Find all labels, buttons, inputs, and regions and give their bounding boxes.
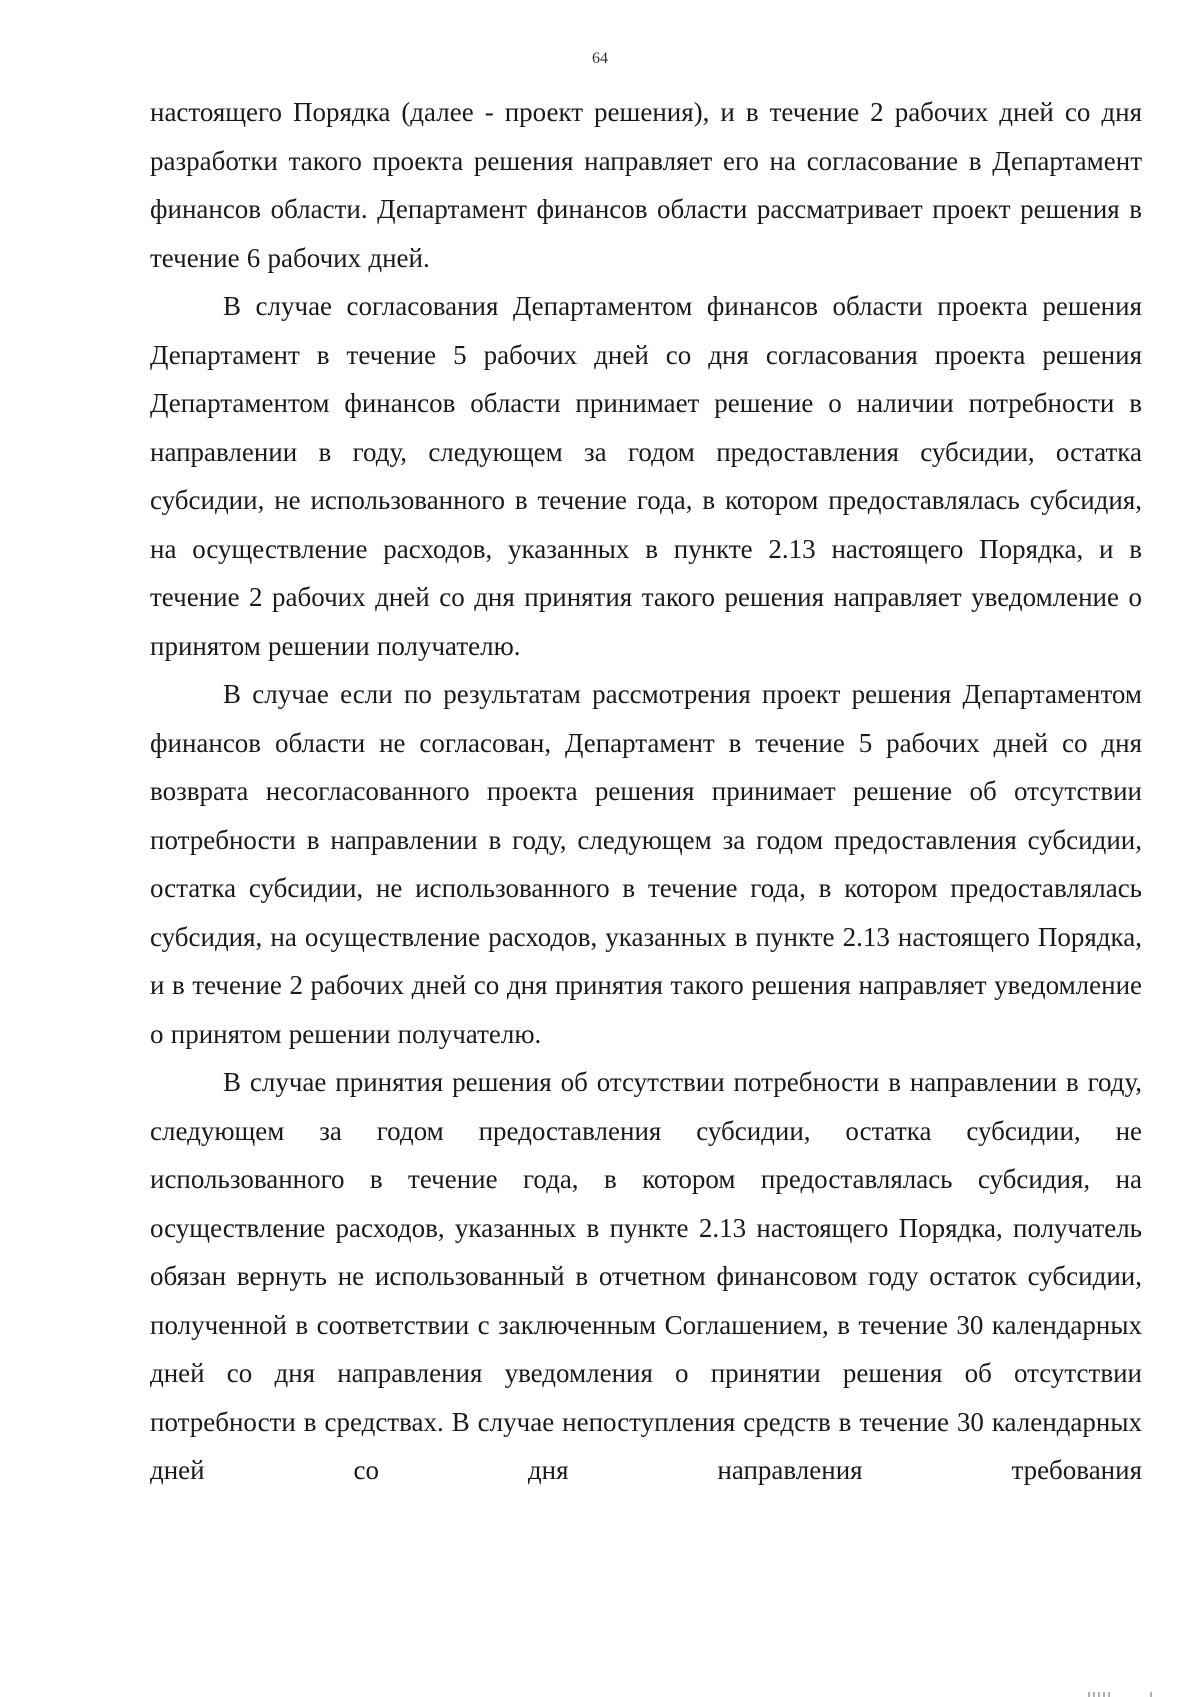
page-number: 64 [592, 50, 608, 67]
paragraph-rejection-case: В случае если по результатам рассмотрения проект решения Департаментом финансов области не согласован, Департамент в течение 5 рабочих дней со дня возврата несогласованного проекта решения принимает решение об отсутствии потребности в направлении в году, следующем за годом предоставления субсидии, остатка субсидии, не использованного в течение года, в котором предоставлялась субсидия, на осуществление расходов, указанных в пункте 2.13 настоящего Порядка, и в течение 2 рабочих дней со дня принятия такого решения направляет уведомление о принятом решении получателю. [150, 679, 1142, 1049]
paragraph-continuation: настоящего Порядка (далее - проект решения), и в течение 2 рабочих дней со дня разработки такого проекта решения направляет его на согласование в Департамент финансов области. Департамент финансов области рассматривает проект решения в течение 6 рабочих дней. [150, 97, 1142, 273]
paragraph-approval-case: В случае согласования Департаментом финансов области проекта решения Департамент в течение 5 рабочих дней со дня согласования проекта решения Департаментом финансов области принимает решение о наличии потребности в направлении в году, следующем за годом предоставления субсидии, остатка субсидии, не использованного в течение года, в котором предоставлялась субсидия, на осуществление расходов, указанных в пункте 2.13 настоящего Порядка, и в течение 2 рабочих дней со дня принятия такого решения направляет уведомление о принятом решении получателю. [150, 291, 1142, 661]
scan-artifact [1088, 1691, 1178, 1697]
document-body [150, 88, 1142, 1495]
paragraph-refund-obligation: В случае принятия решения об отсутствии потребности в направлении в году, следующем за годом предоставления субсидии, остатка субсидии, не использованного в течение года, в котором предоставлялась субсидия, на осуществление расходов, указанных в пункте 2.13 настоящего Порядка, получатель обязан вернуть не использованный в отчетном финансовом году остаток субсидии, полученной в соответствии с заключенным Соглашением, в течение 30 календарных дней со дня направления уведомления о принятии решения об отсутствии потребности в средствах. В случае непоступления средств в течение 30 календарных дней со дня направления требования [150, 1067, 1142, 1485]
